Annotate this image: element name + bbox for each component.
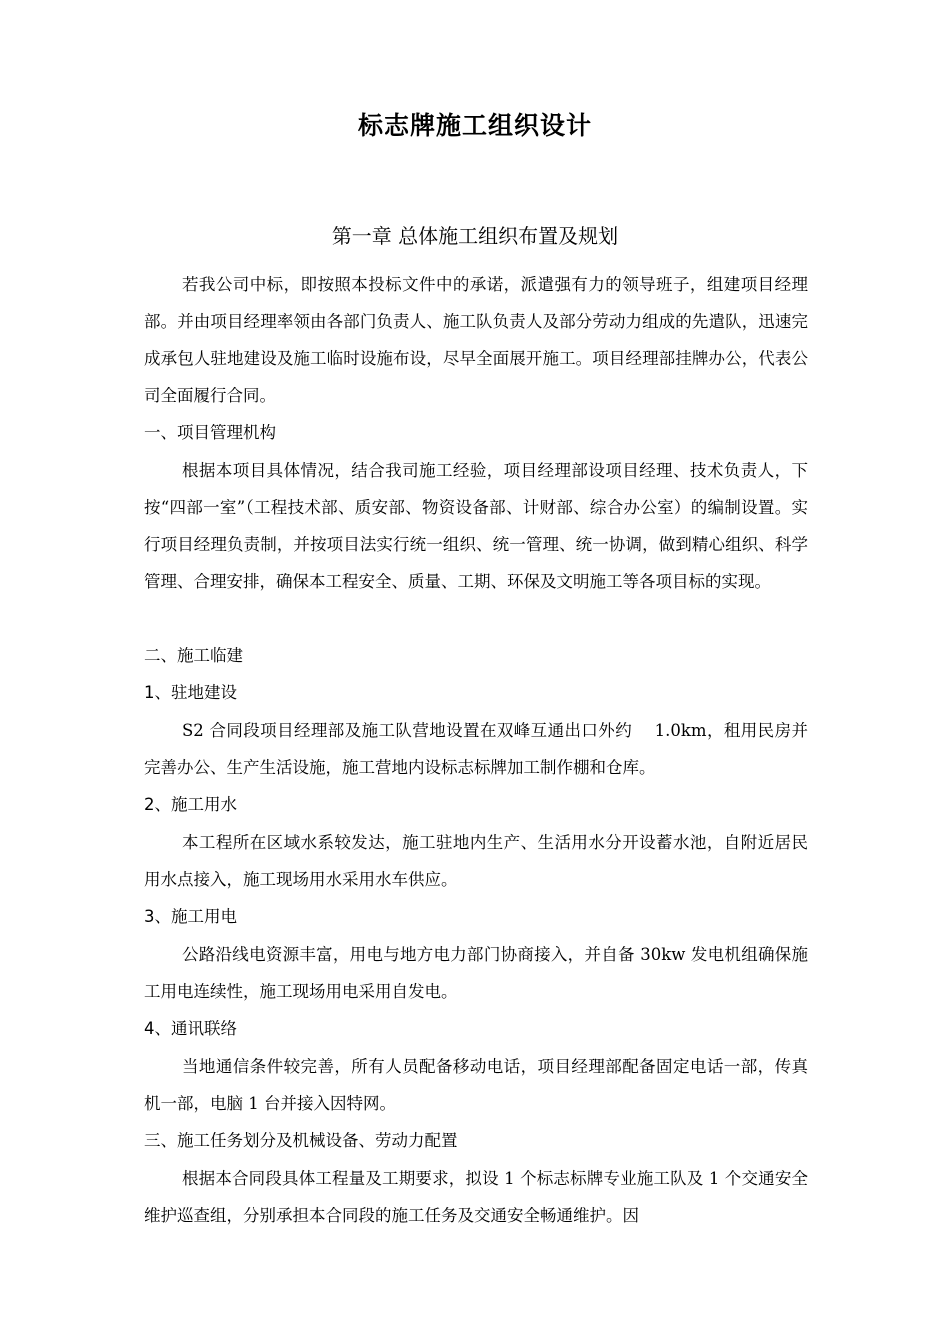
subheading-communication: 4、通讯联络 [144, 1019, 237, 1038]
document-title: 标志牌施工组织设计 [357, 111, 592, 140]
site-construction-paragraph: S2 合同段项目经理部及施工队营地设置在双峰互通出口外约 1.0km，租用民房并完善办公、生产生活设施，施工营地内设标志标牌加工制作棚和仓库。 [144, 721, 808, 777]
communication-paragraph: 当地通信条件较完善，所有人员配备移动电话，项目经理部配备固定电话一部，传真机一部，电脑 1 台并接入因特网。 [144, 1057, 808, 1113]
subheading-site-construction: 1、驻地建设 [144, 683, 237, 702]
intro-paragraph: 若我公司中标，即按照本投标文件中的承诺，派遣强有力的领导班子，组建项目经理部。并由项目经理率领由各部门负责人、施工队负责人及部分劳动力组成的先遣队，迅速完成承包人驻地建设及施工临时设施布设，尽早全面展开施工。项目经理部挂牌办公，代表公司全面履行合同。 [144, 275, 808, 405]
task-allocation-paragraph: 根据本合同段具体工程量及工期要求，拟设 1 个标志标牌专业施工队及 1 个交通安全维护巡查组，分别承担本合同段的施工任务及交通安全畅通维护。因 [144, 1169, 808, 1225]
power-supply-paragraph: 公路沿线电资源丰富，用电与地方电力部门协商接入，并自备 30kw 发电机组确保施工用电连续性，施工现场用电采用自发电。 [144, 945, 808, 1001]
chapter-title: 第一章 总体施工组织布置及规划 [331, 224, 619, 248]
subheading-water-supply: 2、施工用水 [144, 795, 237, 814]
water-supply-paragraph: 本工程所在区域水系较发达，施工驻地内生产、生活用水分开设蓄水池，自附近居民用水点接入，施工现场用水采用水车供应。 [144, 833, 808, 889]
subheading-power-supply: 3、施工用电 [144, 907, 237, 926]
management-paragraph: 根据本项目具体情况，结合我司施工经验，项目经理部设项目经理、技术负责人，下按“四部一室”（工程技术部、质安部、物资设备部、计财部、综合办公室）的编制设置。实行项目经理负责制，并按项目法实行统一组织、统一管理、统一协调，做到精心组织、科学管理、合理安排，确保本工程安全、质量、工期、环保及文明施工等各项目标的实现。 [144, 461, 808, 591]
section-heading-temporary-works: 二、施工临建 [144, 646, 243, 665]
section-heading-task-allocation: 三、施工任务划分及机械设备、劳动力配置 [144, 1131, 458, 1150]
section-heading-management: 一、项目管理机构 [144, 423, 276, 442]
